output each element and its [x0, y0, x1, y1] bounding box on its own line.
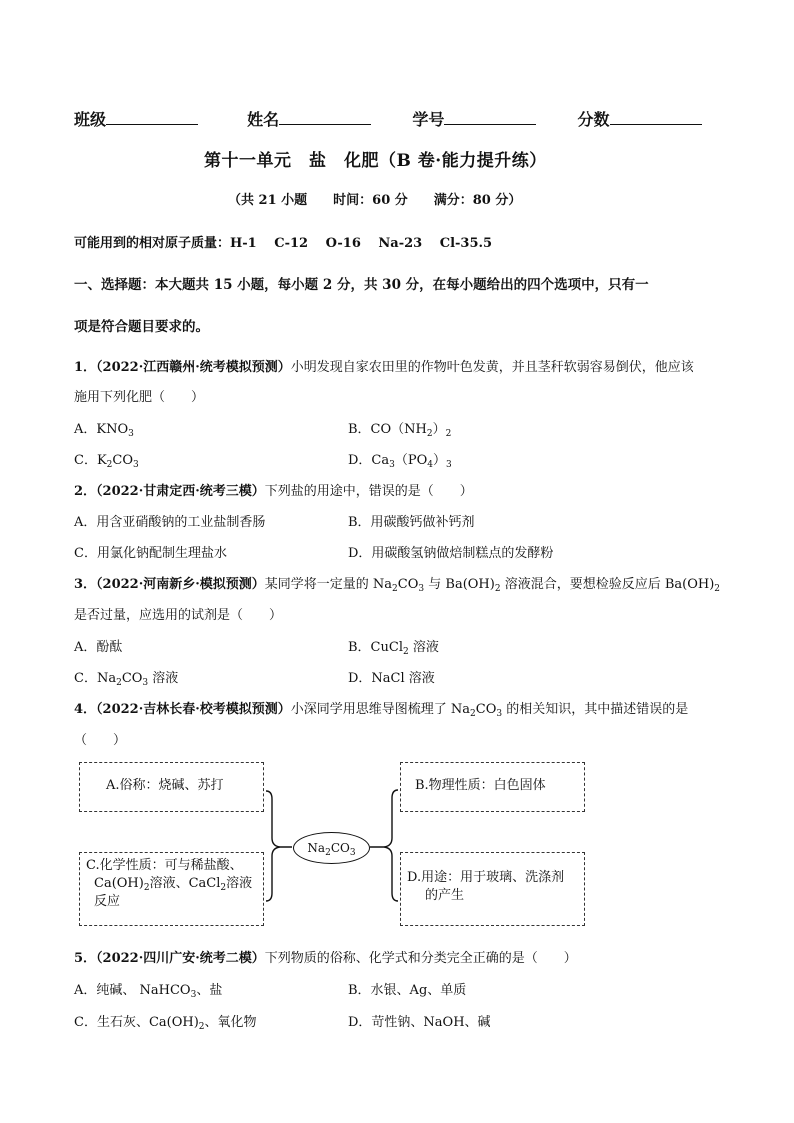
name-blank[interactable]	[279, 110, 371, 125]
question-source: （2022·四川广安·统考二模）	[96, 951, 265, 966]
subscript: 3	[446, 460, 452, 470]
option-text: CO	[121, 671, 143, 686]
option-text: C．K	[74, 453, 107, 468]
question-text: 溶液混合，要想检验反应后 Ba(OH)	[500, 577, 715, 592]
box-c-chemical-property	[79, 852, 264, 926]
option-text: ）	[432, 422, 446, 437]
box-d-line1: D.用途：用于玻璃、洗涤剂	[407, 870, 565, 885]
student-info-line	[74, 107, 702, 130]
question-2-option-c[interactable]: C．用氯化钠配制生理盐水	[74, 546, 227, 561]
box-d-line2: 的产生	[425, 888, 465, 903]
student-id-blank[interactable]	[444, 110, 536, 125]
question-3-option-d[interactable]: D．NaCl 溶液	[348, 671, 435, 686]
option-text: D．Ca	[348, 453, 390, 468]
box-c-text: Ca(OH)	[94, 876, 144, 891]
subscript: 3	[496, 709, 503, 719]
subscript: 2	[220, 883, 227, 893]
question-number: 5．	[74, 951, 97, 966]
subscript: 2	[470, 709, 476, 719]
question-2-option-b[interactable]: B．用碳酸钙做补钙剂	[348, 515, 475, 530]
question-source: （2022·江西赣州·统考模拟预测）	[96, 360, 291, 375]
option-text: B．CuCl	[348, 640, 403, 655]
question-source: （2022·甘肃定西·统考三模）	[96, 484, 265, 499]
score-label: 分数	[577, 110, 610, 129]
option-text: 溶液	[408, 640, 439, 655]
box-a-common-name	[79, 762, 264, 812]
student-id-label: 学号	[412, 110, 445, 129]
question-text: 与 Ba(OH)	[424, 577, 495, 592]
center-node-na2co3	[293, 832, 370, 864]
option-text: CO	[112, 453, 134, 468]
box-c-text: 溶液、CaCl	[149, 876, 221, 891]
question-3-option-a[interactable]: A．酚酞	[74, 640, 123, 655]
option-text: 溶液	[148, 671, 179, 686]
question-1-option-b[interactable]	[348, 418, 451, 437]
question-text: 小明发现自家农田里的作物叶色发黄，并且茎秆软弱容易倒伏，他应该	[290, 360, 694, 375]
subscript: 3	[418, 584, 425, 594]
section-heading-line1: 一、选择题：本大题共 15 小题，每小题 2 分，共 30 分，在每小题给出的四个选项中，只有一	[74, 277, 649, 293]
question-1-stem-line2: 施用下列化肥（ ）	[74, 390, 205, 405]
question-number: 3．	[74, 577, 97, 592]
option-text: B．CO（NH	[348, 422, 427, 437]
question-text: 小深同学用思维导图梳理了 Na	[290, 702, 471, 717]
option-text: 、氧化物	[204, 1015, 257, 1030]
question-2-option-d[interactable]: D．用碳酸氢钠做焙制糕点的发酵粉	[348, 546, 554, 561]
question-1-option-a[interactable]	[74, 418, 134, 437]
box-c-line2	[86, 875, 257, 893]
subscript: 2	[494, 584, 501, 594]
class-label: 班级	[74, 110, 107, 129]
class-blank[interactable]	[106, 110, 198, 125]
question-3-stem-line2: 是否过量，应选用的试剂是（ ）	[74, 608, 283, 623]
score-blank[interactable]	[610, 110, 702, 125]
box-b-physical-property	[400, 762, 585, 812]
box-b-text: B.物理性质：白色固体	[415, 778, 546, 793]
box-c-line3: 反应	[94, 894, 121, 909]
subscript: 3	[389, 460, 395, 470]
question-5-stem	[74, 947, 577, 966]
question-3-option-b[interactable]	[348, 636, 439, 655]
question-1-option-d[interactable]	[348, 449, 452, 468]
question-1-stem	[74, 356, 694, 375]
atomic-mass-line: 可能用到的相对原子质量：H-1 C-12 O-16 Na-23 Cl-35.5	[74, 236, 493, 251]
question-text: CO	[475, 702, 497, 717]
box-d-usage	[400, 852, 585, 926]
question-1-option-c[interactable]	[74, 449, 139, 468]
subscript: 3	[190, 990, 197, 1000]
subscript: 2	[426, 429, 433, 439]
right-brace	[370, 790, 398, 901]
subscript: 2	[143, 883, 150, 893]
question-2-stem	[74, 480, 473, 499]
name-label: 姓名	[247, 110, 280, 129]
question-4-stem	[74, 698, 688, 717]
left-brace	[266, 791, 292, 901]
question-source: （2022·河南新乡·模拟预测）	[96, 577, 265, 592]
center-text: CO	[330, 841, 350, 855]
question-5-option-a[interactable]	[74, 979, 222, 998]
question-text: 下列盐的用途中，错误的是（ ）	[264, 484, 473, 499]
subscript: 2	[714, 584, 721, 594]
question-text: CO	[397, 577, 419, 592]
question-5-option-b[interactable]: B．水银、Ag、单质	[348, 983, 467, 998]
question-number: 1．	[74, 360, 97, 375]
option-text: 、盐	[196, 983, 223, 998]
subscript: 4	[427, 460, 433, 470]
option-text: A．纯碱、 NaHCO	[74, 983, 191, 998]
subscript: 2	[116, 678, 122, 688]
subscript: 2	[198, 1022, 205, 1032]
question-2-option-a[interactable]: A．用含亚硝酸钠的工业盐制香肠	[74, 515, 266, 530]
subscript: 2	[106, 460, 113, 470]
page-subtitle: （共 21 小题 时间：60 分 满分：80 分）	[228, 193, 522, 208]
question-5-option-c[interactable]	[74, 1011, 257, 1030]
box-c-text: 溶液	[226, 876, 253, 891]
page-title: 第十一单元 盐 化肥（B 卷·能力提升练）	[204, 151, 547, 171]
subscript: 2	[325, 848, 331, 858]
option-text: ）	[433, 453, 447, 468]
question-text: 的相关知识，其中描述错误的是	[502, 702, 689, 717]
option-text: （PO	[394, 453, 428, 468]
subscript: 2	[445, 429, 452, 439]
section-heading-line2: 项是符合题目要求的。	[74, 319, 209, 335]
subscript: 3	[349, 848, 356, 858]
box-a-text: A.俗称：烧碱、苏打	[106, 778, 224, 793]
subscript: 3	[128, 429, 134, 439]
subscript: 3	[133, 460, 139, 470]
question-source: （2022·吉林长春·校考模拟预测）	[96, 702, 291, 717]
box-c-line1: C.化学性质：可与稀盐酸、	[86, 858, 243, 873]
question-3-stem	[74, 573, 720, 592]
question-number: 2．	[74, 484, 97, 499]
subscript: 2	[392, 584, 398, 594]
question-3-option-c[interactable]	[74, 667, 178, 686]
subscript: 3	[142, 678, 149, 688]
question-text: 某同学将一定量的 Na	[264, 577, 393, 592]
center-text: Na	[307, 841, 326, 855]
question-5-option-d[interactable]: D．苛性钠、NaOH、碱	[348, 1015, 491, 1030]
option-text: C．Na	[74, 671, 117, 686]
question-text: 下列物质的俗称、化学式和分类完全正确的是（ ）	[264, 951, 577, 966]
subscript: 2	[402, 647, 409, 657]
option-text: C．生石灰、Ca(OH)	[74, 1015, 199, 1030]
option-text: A．KNO	[74, 422, 129, 437]
question-number: 4．	[74, 702, 97, 717]
question-4-stem-line2: （ ）	[74, 733, 127, 748]
